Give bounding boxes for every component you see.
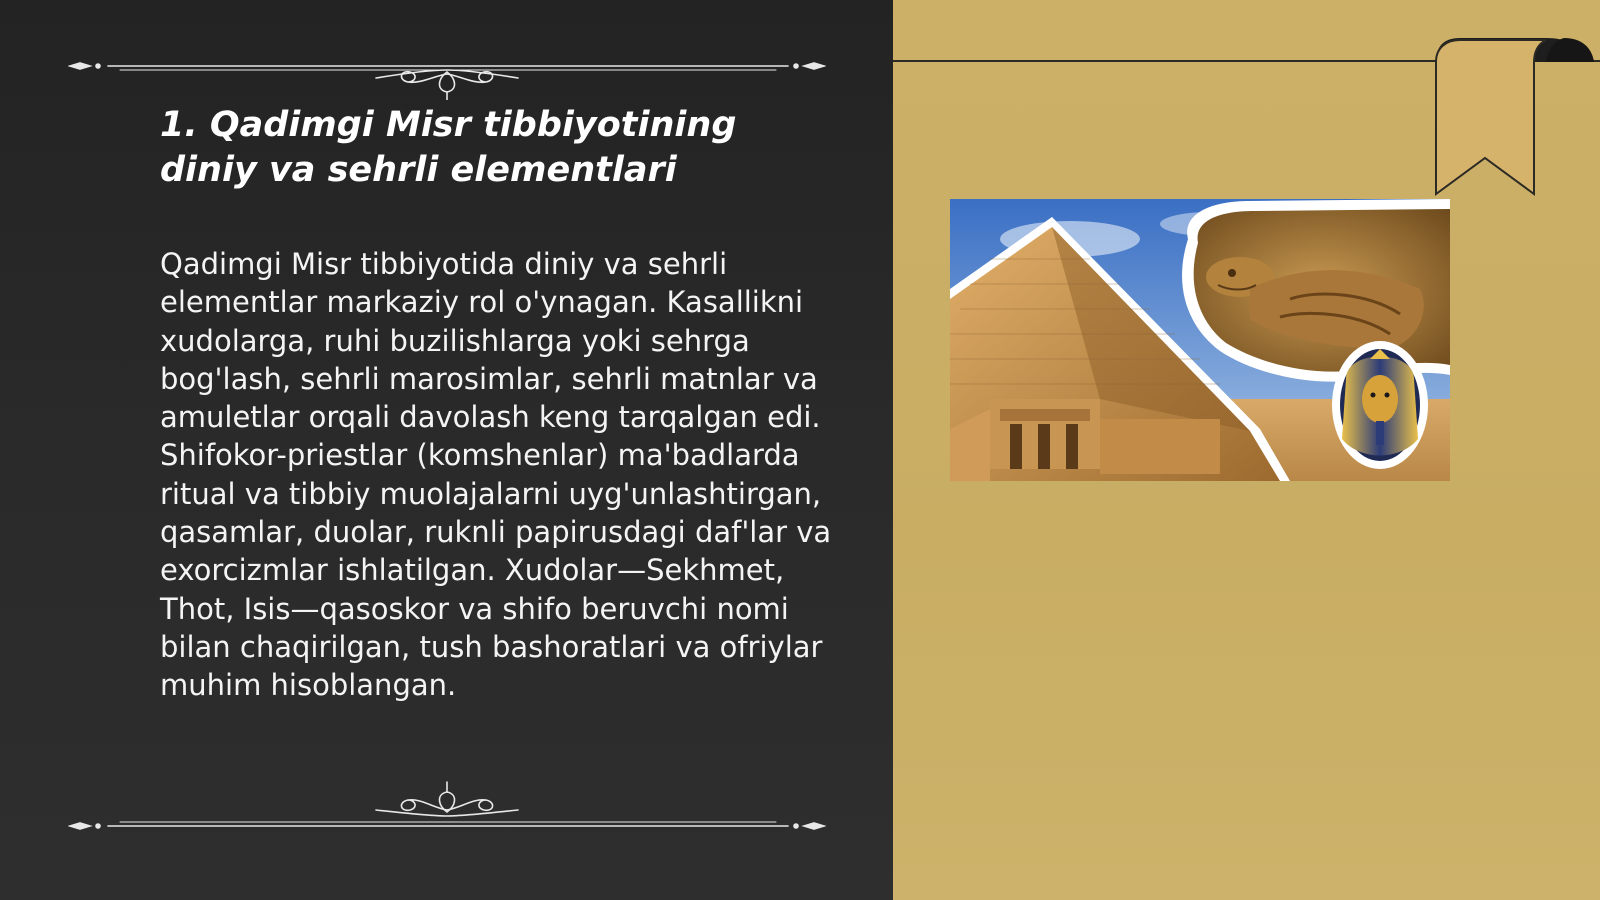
scroll-divider-icon-bottom [68, 770, 826, 830]
bookmark-ribbon-icon [1434, 34, 1594, 204]
slide-title: 1. Qadimgi Misr tibbiyotining diniy va sehrli elementlari [160, 105, 737, 190]
slide-body-text: Qadimgi Misr tibbiyotida diniy va sehrli elementlar markaziy rol o'ynagan. Kasallikni xudolarga, ruhi buzilishlarga yoki sehrga bog'lash, sehrli marosimlar, sehrli matnlar va amuletlar orqali davolash keng tarqalgan edi. Shifokor-priestlar (komshenlar) ma'badlarda ritual va tibbiy muolajalarni uyg'unlashtirgan, qasamlar, duolar, ruknli papirusdagi daf'lar va exorcizmlar ishlatilgan. Xudolar—Sekhmet, Thot, Isis—qasoskor va shifo beruvchi nomi bilan chaqirilgan, tush bashoratlari va ofriylar muhim hisoblangan. [160, 247, 832, 703]
egypt-collage-image [950, 199, 1450, 481]
scroll-divider-icon [68, 40, 826, 100]
